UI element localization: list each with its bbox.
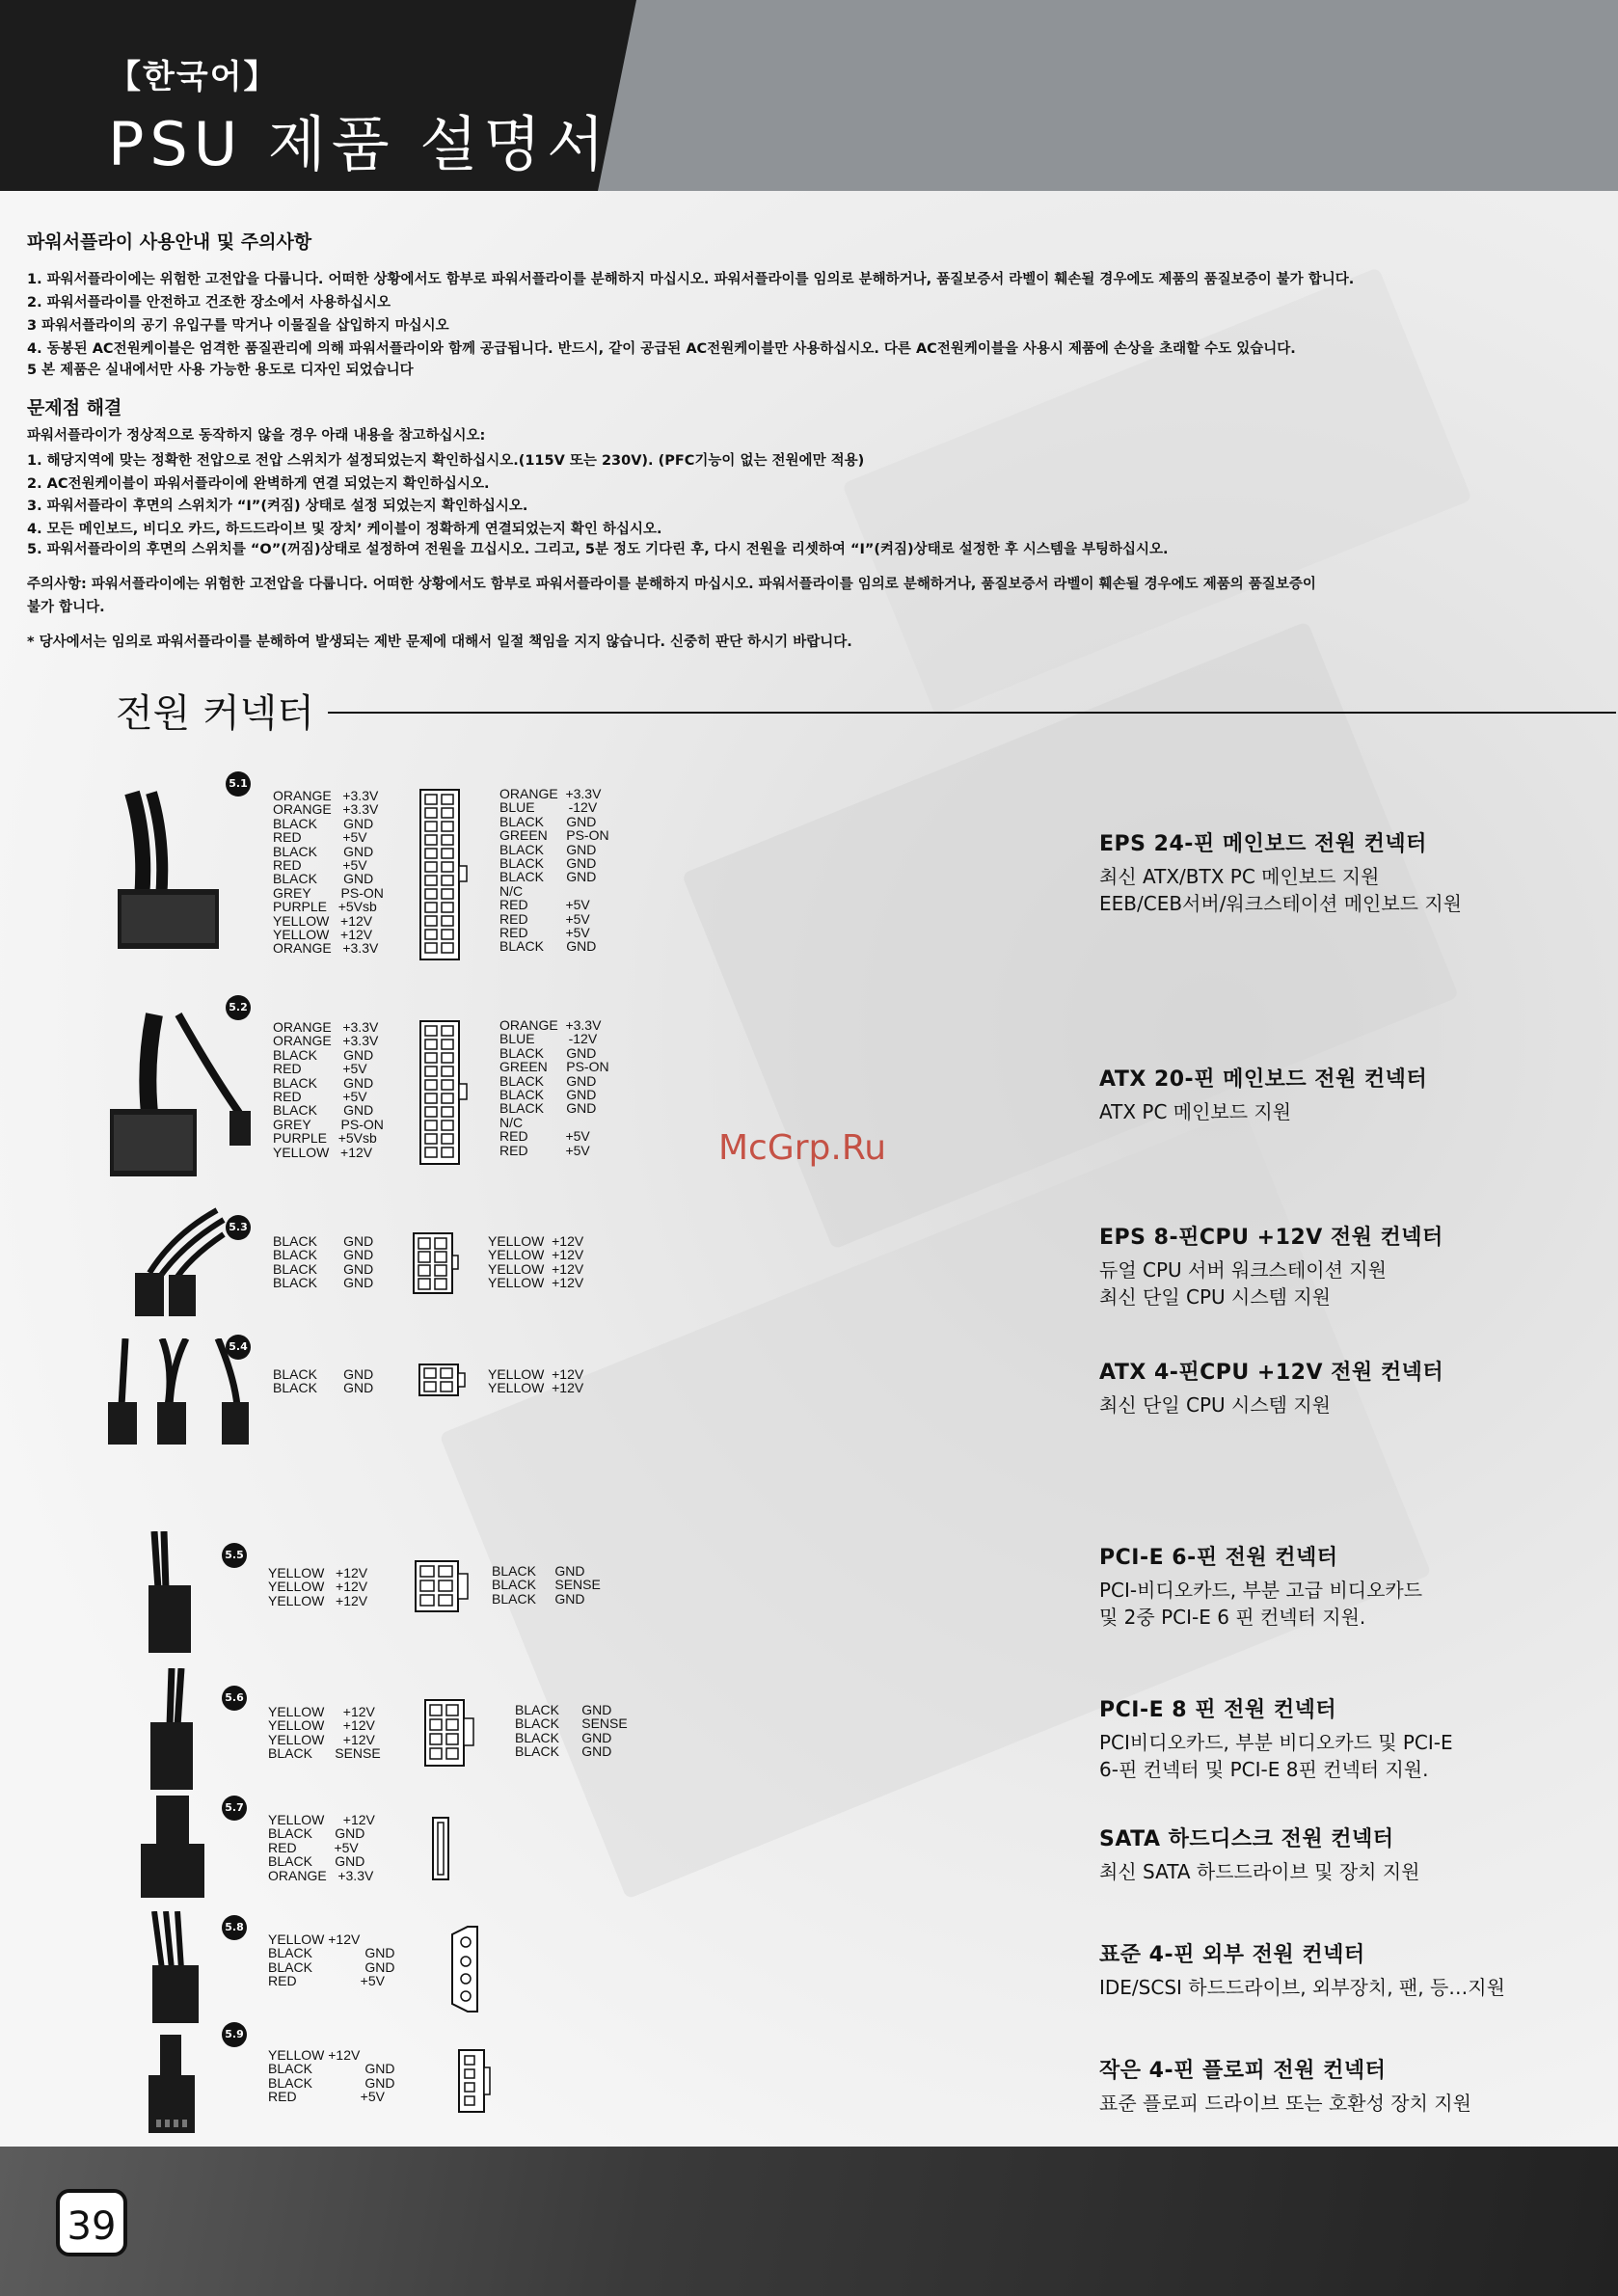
atx4-title: ATX 4-핀CPU +12V 전원 컨넥터 — [1099, 1361, 1444, 1385]
connectors-title-rule — [328, 712, 1616, 714]
sata-cable-icon — [135, 1796, 212, 1902]
pcie6-description — [1099, 1541, 1422, 1631]
pcie8-cable-icon — [143, 1668, 210, 1794]
atx4-pinout-diagram — [418, 1364, 467, 1398]
badge-5-7: 5.7 — [222, 1796, 247, 1821]
molex-pins: YELLOW +12V BLACK GND BLACK GND RED +5V — [268, 1931, 395, 1989]
atx20-pinout-diagram — [419, 1020, 470, 1165]
sata-pins: YELLOW +12V BLACK GND RED +5V BLACK GND ORANGE +3.3V — [268, 1812, 375, 1883]
pcie8-line-2: 6-핀 컨넥터 및 PCI-E 8핀 컨넥터 지원. — [1099, 1758, 1429, 1781]
molex-title: 표준 4-핀 외부 전원 컨넥터 — [1099, 1943, 1365, 1967]
usage-line-1: 1. 파워서플라이에는 위험한 고전압을 다룹니다. 어떠한 상황에서도 함부로 파워서플라이를 분해하지 마십시오. 파워서플라이를 임의로 분해하거나, 품질보증서 라벨이 훼손될 경우에도 제품의 품질보증이 불가 합니다. — [27, 272, 1355, 287]
eps24-title: EPS 24-핀 메인보드 전원 컨넥터 — [1099, 832, 1427, 856]
molex-description — [1099, 1938, 1505, 2001]
floppy-pins: YELLOW +12V BLACK GND BLACK GND RED +5V — [268, 2047, 395, 2105]
trouble-heading: 문제점 해결 — [27, 397, 122, 419]
caution-line-2: 불가 합니다. — [27, 600, 105, 615]
eps8-pinout-diagram — [413, 1232, 459, 1294]
badge-5-4: 5.4 — [226, 1335, 251, 1360]
floppy-line-1: 표준 플로피 드라이브 또는 호환성 장치 지원 — [1099, 2092, 1471, 2115]
pcie6-line-2: 및 2중 PCI-E 6 핀 컨넥터 지원. — [1099, 1606, 1366, 1629]
molex-line-1: IDE/SCSI 하드드라이브, 외부장치, 팬, 등…지원 — [1099, 1976, 1505, 1999]
usage-line-3: 3 파워서플라이의 공기 유입구를 막거나 이물질을 삽입하지 마십시오 — [27, 318, 449, 334]
usage-line-4: 4. 동봉된 AC전원케이블은 엄격한 품질관리에 의해 파워서플라이와 함께 공급됩니다. 반드시, 같이 공급된 AC전원케이블만 사용하십시오. 다른 AC전원케이블을 사용시 제품에 손상을 초래할 수도 있습니다. — [27, 341, 1296, 357]
trouble-line-1: 1. 해당지역에 맞는 정확한 전압으로 전압 스위치가 설정되었는지 확인하십시오.(115V 또는 230V). (PFC기능이 없는 전원에만 적용) — [27, 453, 865, 469]
sata-pinout-diagram — [432, 1817, 451, 1882]
eps8-line-2: 최신 단일 CPU 시스템 지원 — [1099, 1285, 1331, 1309]
molex-cable-icon — [145, 1911, 212, 2027]
pcie6-cable-icon — [143, 1531, 210, 1657]
pcie8-description — [1099, 1693, 1453, 1783]
pcie6-title: PCI-E 6-핀 전원 컨넥터 — [1099, 1546, 1338, 1570]
atx4-right-pins: YELLOW +12V YELLOW +12V — [488, 1366, 584, 1396]
connectors-title: 전원 커넥터 — [116, 691, 314, 736]
atx4-left-pins: BLACK GND BLACK GND — [273, 1366, 374, 1396]
trouble-line-5: 5. 파워서플라이의 후면의 스위치를 “O”(꺼짐)상태로 설정하여 전원을 끄십시오. 그리고, 5분 정도 기다린 후, 다시 전원을 리셋하여 “I”(켜짐)상태로 설정한 후 시스템을 부팅하십시오. — [27, 542, 1169, 557]
watermark: McGrp.Ru — [718, 1128, 887, 1168]
caution-line-1: 주의사항: 파워서플라이에는 위험한 고전압을 다룹니다. 어떠한 상황에서도 함부로 파워서플라이를 분해하지 마십시오. 파워서플라이를 임의로 분해하거나, 품질보증서 라벨이 훼손될 경우에도 제품의 품질보증이 — [27, 577, 1316, 592]
atx4-cable-icon — [104, 1338, 249, 1449]
trouble-line-2: 2. AC전원케이블이 파워서플라이에 완벽하게 연결 되었는지 확인하십시오. — [27, 476, 490, 492]
eps24-pinout-diagram — [419, 789, 470, 960]
footer-bar — [0, 2147, 1618, 2296]
badge-5-9: 5.9 — [222, 2022, 247, 2047]
atx20-right-pins: ORANGE +3.3V BLUE -12V BLACK GND GREEN PS-ON BLACK GND BLACK GND BLACK GND N/C RED +5V RED +5V — [499, 1017, 609, 1158]
pcie6-line-1: PCI-비디오카드, 부분 고급 비디오카드 — [1099, 1579, 1423, 1602]
atx4-line-1: 최신 단일 CPU 시스템 지원 — [1099, 1393, 1331, 1417]
eps24-cable-icon — [108, 783, 233, 957]
usage-line-2: 2. 파워서플라이를 안전하고 건조한 장소에서 사용하십시오 — [27, 295, 391, 311]
page-number: 39 — [56, 2189, 127, 2256]
sata-line-1: 최신 SATA 하드드라이브 및 장치 지원 — [1099, 1860, 1420, 1883]
eps24-right-pins: ORANGE +3.3V BLUE -12V BLACK GND GREEN PS-ON BLACK GND BLACK GND BLACK GND N/C RED +5V RED +5V RED +5V BLACK GND — [499, 786, 609, 955]
eps24-left-pins: ORANGE +3.3V ORANGE +3.3V BLACK GND RED +5V BLACK GND RED +5V BLACK GND GREY PS-ON PURPLE +5Vsb YELLOW +12V YELLOW +12V ORANGE +3.3V — [273, 788, 384, 957]
pcie6-pinout-diagram — [415, 1560, 471, 1612]
badge-5-2: 5.2 — [226, 995, 251, 1020]
sata-title: SATA 하드디스크 전원 컨넥터 — [1099, 1827, 1394, 1851]
usage-heading: 파워서플라이 사용안내 및 주의사항 — [27, 231, 312, 253]
trouble-intro: 파워서플라이가 정상적으로 동작하지 않을 경우 아래 내용을 참고하십시오: — [27, 428, 486, 444]
eps24-line-2: EEB/CEB서버/워크스테이션 메인보드 지원 — [1099, 892, 1462, 915]
badge-5-1: 5.1 — [226, 771, 251, 797]
atx20-line-1: ATX PC 메인보드 지원 — [1099, 1100, 1292, 1123]
badge-5-5: 5.5 — [222, 1543, 247, 1568]
eps8-left-pins: BLACK GND BLACK GND BLACK GND BLACK GND — [273, 1233, 374, 1291]
pcie8-title: PCI-E 8 핀 전원 컨넥터 — [1099, 1698, 1337, 1722]
pcie8-pinout-diagram — [424, 1699, 478, 1767]
badge-5-8: 5.8 — [222, 1915, 247, 1940]
trouble-line-4: 4. 모든 메인보드, 비디오 카드, 하드드라이브 및 장치’ 케이블이 정확하게 연결되었는지 확인 하십시오. — [27, 522, 662, 537]
pcie8-line-1: PCI비디오카드, 부분 비디오카드 및 PCI-E — [1099, 1731, 1453, 1754]
pcie6-right-pins: BLACK GND BLACK SENSE BLACK GND — [492, 1563, 601, 1607]
atx4-description — [1099, 1356, 1443, 1418]
floppy-title: 작은 4-핀 플로피 전원 컨넥터 — [1099, 2059, 1387, 2083]
eps8-description — [1099, 1221, 1443, 1310]
badge-5-6: 5.6 — [222, 1686, 247, 1711]
eps24-line-1: 최신 ATX/BTX PC 메인보드 지원 — [1099, 865, 1380, 888]
pcie6-left-pins: YELLOW +12V YELLOW +12V YELLOW +12V — [268, 1565, 368, 1608]
floppy-pinout-diagram — [457, 2048, 492, 2114]
eps8-cable-icon — [116, 1205, 231, 1321]
atx20-cable-icon — [106, 1007, 260, 1180]
pcie8-left-pins: YELLOW +12V YELLOW +12V YELLOW +12V BLACK SENSE — [268, 1704, 381, 1762]
badge-5-3: 5.3 — [226, 1215, 251, 1240]
sata-description — [1099, 1823, 1420, 1885]
floppy-description — [1099, 2054, 1471, 2117]
page-title: PSU 제품 설명서 — [108, 109, 610, 179]
trouble-line-3: 3. 파워서플라이 후면의 스위치가 “I”(켜짐) 상태로 설정 되었는지 확인하십시오. — [27, 499, 528, 514]
eps24-description — [1099, 827, 1462, 917]
atx20-title: ATX 20-핀 메인보드 전원 컨넥터 — [1099, 1067, 1428, 1092]
pcie8-right-pins: BLACK GND BLACK SENSE BLACK GND BLACK GND — [515, 1702, 628, 1760]
eps8-line-1: 듀얼 CPU 서버 워크스테이션 지원 — [1099, 1258, 1387, 1282]
eps8-title: EPS 8-핀CPU +12V 전원 컨넥터 — [1099, 1226, 1443, 1250]
usage-line-5: 5 본 제품은 실내에서만 사용 가능한 용도로 디자인 되었습니다 — [27, 363, 414, 378]
floppy-cable-icon — [145, 2035, 202, 2136]
atx20-left-pins: ORANGE +3.3V ORANGE +3.3V BLACK GND RED +5V BLACK GND RED +5V BLACK GND GREY PS-ON PURPLE +5Vsb YELLOW +12V — [273, 1019, 384, 1160]
disclaimer: * 당사에서는 임의로 파워서플라이를 분해하여 발생되는 제반 문제에 대해서 일절 책임을 지지 않습니다. 신중히 판단 하시기 바랍니다. — [27, 635, 852, 650]
molex-pinout-diagram — [448, 1925, 481, 2013]
language-label: 【한국어】 — [108, 58, 279, 96]
atx20-description — [1099, 1063, 1427, 1125]
eps8-right-pins: YELLOW +12V YELLOW +12V YELLOW +12V YELLOW +12V — [488, 1233, 584, 1291]
